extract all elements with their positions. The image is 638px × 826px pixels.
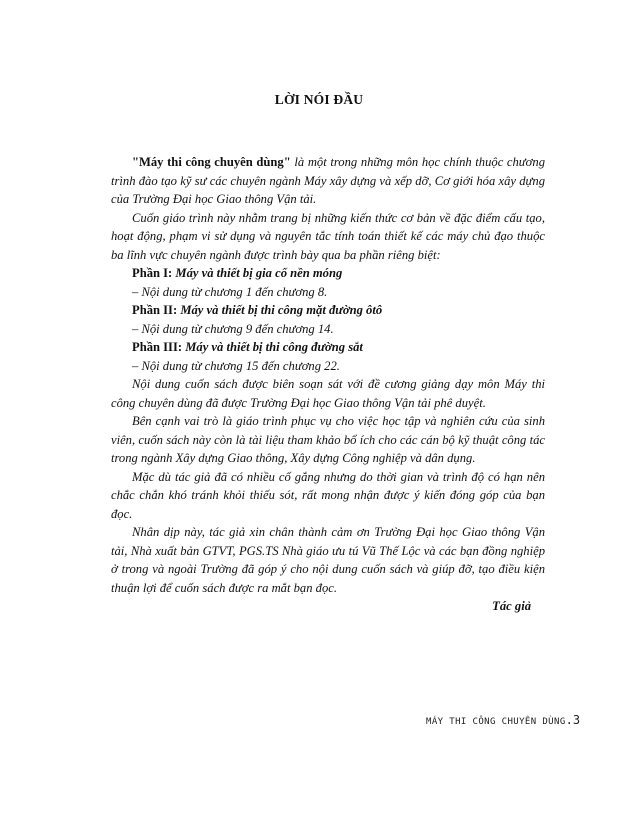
paragraph-5: Mặc dù tác giả đã có nhiều cố gắng nhưng do thời gian và trình độ có hạn nên chắc chắn khó tránh khỏi thiếu sót, rất mong nhận được ý kiến đóng góp của bạn đọc. <box>111 469 545 521</box>
part-3-label: Phần III: <box>132 340 183 354</box>
paragraph-6: Nhân dịp này, tác giả xin chân thành cảm ơn Trường Đại học Giao thông Vận tải, Nhà xuất bản GTVT, PGS.TS Nhà giáo ưu tú Vũ Thế Lộc và các bạn đồng nghiệp ở trong và ngoài Trường đã góp ý cho nội dung cuốn sách và giúp đỡ, tạo điều kiện thuận lợi để cuốn sách được ra mắt bạn đọc. <box>111 525 545 595</box>
part-2-content: – Nội dung từ chương 9 đến chương 14. <box>132 321 334 336</box>
part-1-content: – Nội dung từ chương 1 đến chương 8. <box>132 284 328 299</box>
author-signature: Tác giả <box>492 599 531 613</box>
paragraph-4: Bên cạnh vai trò là giáo trình phục vụ cho việc học tập và nghiên cứu của sinh viên, cuốn sách này còn là tài liệu tham khảo bổ ích cho các cán bộ kỹ thuật công tác trong ngành Xây dựng Giao thông, Xây dựng Công nghiệp và dân dụng. <box>111 414 545 465</box>
paragraph-3: Nội dung cuốn sách được biên soạn sát với đề cương giảng dạy môn Máy thi công chuyên dùng đã được Trường Đại học Giao thông Vận tải phê duyệt. <box>111 377 545 410</box>
part-3-name: Máy và thiết bị thi công đường sắt <box>185 340 363 354</box>
part-2-label: Phần II: <box>132 303 178 317</box>
book-name: "Máy thi công chuyên dùng" <box>132 155 291 169</box>
intro-rest: là một trong những môn học chính thuộc chương trình đào tạo kỹ sư các chuyên ngành Máy xây dựng và xếp dỡ, Cơ giới hóa xây dựng của Trường Đại học Giao thông Vận tải. <box>111 155 545 206</box>
page-footer <box>426 713 580 727</box>
preface-body <box>111 153 545 616</box>
page-title: LỜI NÓI ĐẦU <box>274 92 364 107</box>
part-1-name: Máy và thiết bị gia cố nền móng <box>175 266 343 280</box>
intro-paragraph <box>111 153 545 209</box>
running-title: MÁY THI CÔNG CHUYÊN DÙNG <box>426 717 566 727</box>
paragraph-2: Cuốn giáo trình này nhằm trang bị những kiến thức cơ bản về đặc điểm cấu tạo, hoạt động, phạm vi sử dụng và nguyên tắc tính toán thiết kế các máy chủ đạo thuộc ba lĩnh vực chuyên ngành được trình bày qua ba phần riêng biệt: <box>111 210 545 262</box>
part-3-content: – Nội dung từ chương 15 đến chương 22. <box>132 358 340 373</box>
part-2-name: Máy và thiết bị thi công mặt đường ôtô <box>180 303 383 317</box>
page-number: .3 <box>565 713 581 727</box>
part-2-heading <box>111 301 545 320</box>
part-1-label: Phần I: <box>132 266 173 280</box>
part-3-heading <box>111 338 545 357</box>
part-1-heading <box>111 264 545 283</box>
